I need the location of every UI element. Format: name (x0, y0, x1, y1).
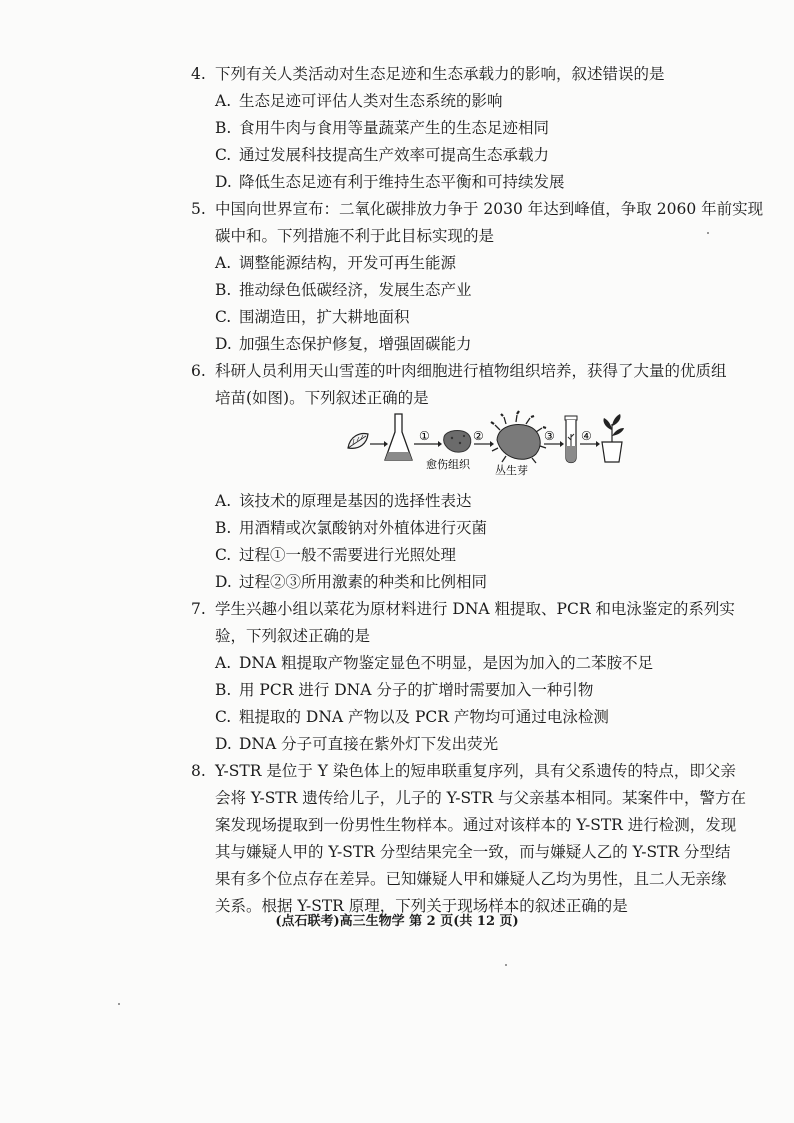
option-text: 通过发展科技提高生产效率可提高生态承载力 (239, 146, 550, 164)
option-letter: B. (215, 519, 232, 537)
option-text: DNA 分子可直接在紫外灯下发出荧光 (239, 735, 499, 753)
shoot-cluster-icon (491, 411, 546, 463)
question-stem: Y-STR 是位于 Y 染色体上的短串联重复序列，具有父系遗传的特点，即父亲 (215, 762, 736, 780)
question-number: 6. (191, 362, 206, 380)
option-b (215, 280, 472, 300)
question-number: 5. (191, 200, 206, 218)
option-letter: D. (215, 173, 232, 191)
arrow-head (560, 441, 564, 447)
option-letter: A. (215, 254, 232, 272)
arrow-head (438, 441, 442, 447)
step-2-label: ② (473, 429, 484, 443)
option-text: 用 PCR 进行 DNA 分子的扩增时需要加入一种引物 (239, 681, 594, 699)
option-d (215, 734, 498, 754)
arrow-head (384, 441, 388, 447)
option-c (215, 545, 456, 565)
option-a (215, 253, 456, 273)
option-text: DNA 粗提取产物鉴定显色不明显，是因为加入的二苯胺不足 (239, 654, 654, 672)
option-b (215, 118, 549, 138)
question-stem: 果有多个位点存在差异。已知嫌疑人甲和嫌疑人乙均为男性，且二人无亲缘 (215, 870, 727, 888)
test-tube-icon (565, 416, 577, 463)
scan-speck (505, 964, 507, 966)
question-stem: 关系。根据 Y-STR 原理，下列关于现场样本的叙述正确的是 (215, 897, 628, 915)
option-letter: D. (215, 735, 232, 753)
option-text: 粗提取的 DNA 产物以及 PCR 产物均可通过电泳检测 (239, 708, 609, 726)
question-stem: 中国向世界宣布：二氧化碳排放力争于 2030 年达到峰值，争取 2060 年前实现 (215, 200, 764, 218)
option-letter: C. (215, 146, 232, 164)
question-stem: 碳中和。下列措施不利于此目标实现的是 (215, 227, 495, 245)
option-b (215, 518, 487, 538)
option-text: 过程②③所用激素的种类和比例相同 (239, 573, 488, 591)
option-c (215, 145, 549, 165)
step-3-label: ③ (544, 429, 555, 443)
shoots-label: 丛生芽 (495, 464, 528, 477)
option-letter: C. (215, 546, 232, 564)
question-number: 4. (191, 65, 206, 83)
option-letter: A. (215, 654, 232, 672)
scan-speck (118, 1003, 120, 1005)
callus-label: 愈伤组织 (426, 458, 470, 471)
option-a (215, 91, 503, 111)
option-d (215, 572, 487, 592)
question-number: 8. (191, 762, 206, 780)
question-stem: 案发现场提取到一份男性生物样本。通过对该样本的 Y-STR 进行检测，发现 (215, 816, 737, 834)
callus-icon (444, 430, 471, 452)
option-d (215, 172, 565, 192)
option-letter: C. (215, 308, 232, 326)
question-stem: 培苗(如图)。下列叙述正确的是 (215, 389, 429, 407)
option-c (215, 307, 410, 327)
option-letter: A. (215, 492, 232, 510)
question-stem: 学生兴趣小组以菜花为原材料进行 DNA 粗提取、PCR 和电泳鉴定的系列实 (215, 600, 735, 618)
option-letter: C. (215, 708, 232, 726)
question-stem: 下列有关人类活动对生态足迹和生态承载力的影响，叙述错误的是 (215, 65, 665, 83)
option-text: 推动绿色低碳经济，发展生态产业 (239, 281, 472, 299)
arrow-head (596, 441, 600, 447)
option-text: 生态足迹可评估人类对生态系统的影响 (239, 92, 503, 110)
question-stem: 科研人员利用天山雪莲的叶肉细胞进行植物组织培养，获得了大量的优质组 (215, 362, 727, 380)
arrow-head (490, 441, 494, 447)
option-letter: A. (215, 92, 232, 110)
question-stem: 其与嫌疑人甲的 Y-STR 分型结果完全一致，而与嫌疑人乙的 Y-STR 分型结 (215, 843, 731, 861)
option-text: 降低生态足迹有利于维持生态平衡和可持续发展 (239, 173, 565, 191)
question-stem: 验，下列叙述正确的是 (215, 627, 371, 645)
option-letter: D. (215, 573, 232, 591)
step-1-label: ① (419, 429, 430, 443)
leaf-icon (348, 434, 368, 449)
question-number: 7. (191, 600, 206, 618)
option-text: 该技术的原理是基因的选择性表达 (239, 492, 472, 510)
scan-speck (707, 232, 709, 234)
question-stem: 会将 Y-STR 遗传给儿子，儿子的 Y-STR 与父亲基本相同。某案件中，警方在 (215, 789, 746, 807)
option-letter: D. (215, 335, 232, 353)
option-letter: B. (215, 281, 232, 299)
option-text: 过程①一般不需要进行光照处理 (239, 546, 457, 564)
flask-icon (385, 414, 412, 460)
option-letter: B. (215, 681, 232, 699)
option-c (215, 707, 609, 727)
option-a (215, 653, 653, 673)
option-text: 围湖造田，扩大耕地面积 (239, 308, 410, 326)
option-text: 食用牛肉与食用等量蔬菜产生的生态足迹相同 (239, 119, 550, 137)
tissue-culture-diagram (340, 410, 640, 480)
option-text: 调整能源结构，开发可再生能源 (239, 254, 457, 272)
potted-plant-icon (602, 414, 624, 462)
option-text: 用酒精或次氯酸钠对外植体进行灭菌 (239, 519, 488, 537)
option-text: 加强生态保护修复，增强固碳能力 (239, 335, 472, 353)
page-footer: (点石联考)高三生物学 第 2 页(共 12 页) (275, 914, 519, 929)
option-d (215, 334, 472, 354)
step-4-label: ④ (581, 429, 592, 443)
option-letter: B. (215, 119, 232, 137)
option-b (215, 680, 593, 700)
option-a (215, 491, 472, 511)
